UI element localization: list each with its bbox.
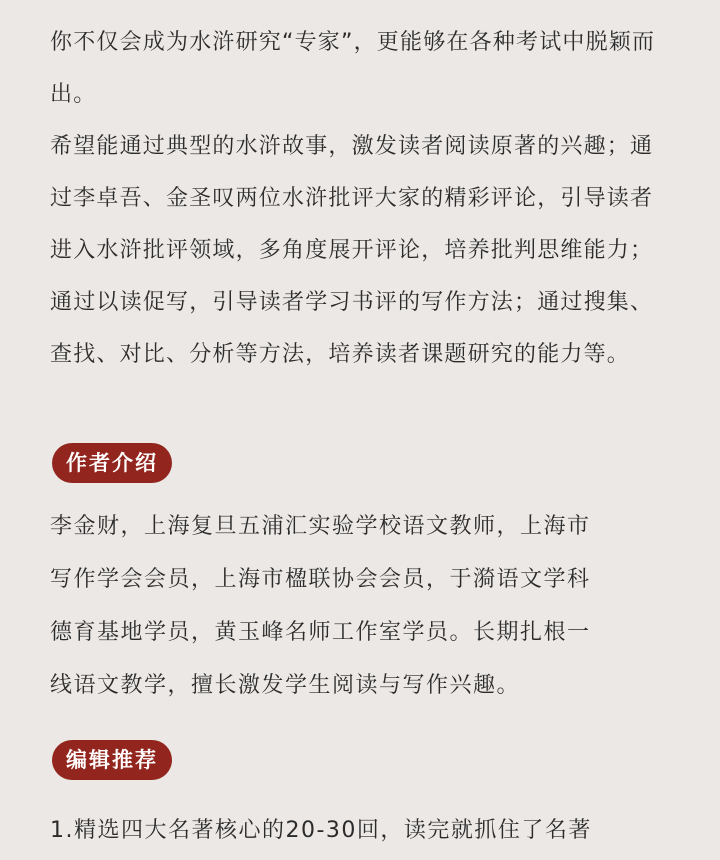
intro-paragraph [50,17,700,381]
author-bio-line: 李金财，上海复旦五浦汇实验学校语文教师，上海市 [50,514,591,539]
author-section-badge: 作者介绍 [52,443,172,483]
editor-section-badge: 编辑推荐 [52,740,172,780]
author-bio-line: 写作学会会员，上海市楹联协会会员，于漪语文学科 [50,567,591,592]
author-bio-line: 德育基地学员，黄玉峰名师工作室学员。长期扎根一 [50,620,591,645]
editor-recommendation-line: 1.精选四大名著核心的20-30回，读完就抓住了名著 [50,818,592,843]
author-bio-paragraph [50,500,700,712]
intro-line: 希望能通过典型的水浒故事，激发读者阅读原著的兴趣；通 [50,134,654,159]
intro-line: 你不仅会成为水浒研究“专家”，更能够在各种考试中脱颖而 [50,30,656,55]
intro-line: 过李卓吾、金圣叹两位水浒批评大家的精彩评论，引导读者 [50,186,654,211]
editor-recommendation-paragraph [50,804,700,857]
intro-line: 通过以读促写，引导读者学习书评的写作方法；通过搜集、 [50,290,654,315]
author-bio-line: 线语文教学，擅长激发学生阅读与写作兴趣。 [50,673,521,698]
intro-line: 进入水浒批评领域，多角度展开评论，培养批判思维能力； [50,238,654,263]
cut-off-top-line [50,0,700,4]
intro-line: 查找、对比、分析等方法，培养读者课题研究的能力等。 [50,342,631,367]
intro-line: 出。 [50,82,97,107]
